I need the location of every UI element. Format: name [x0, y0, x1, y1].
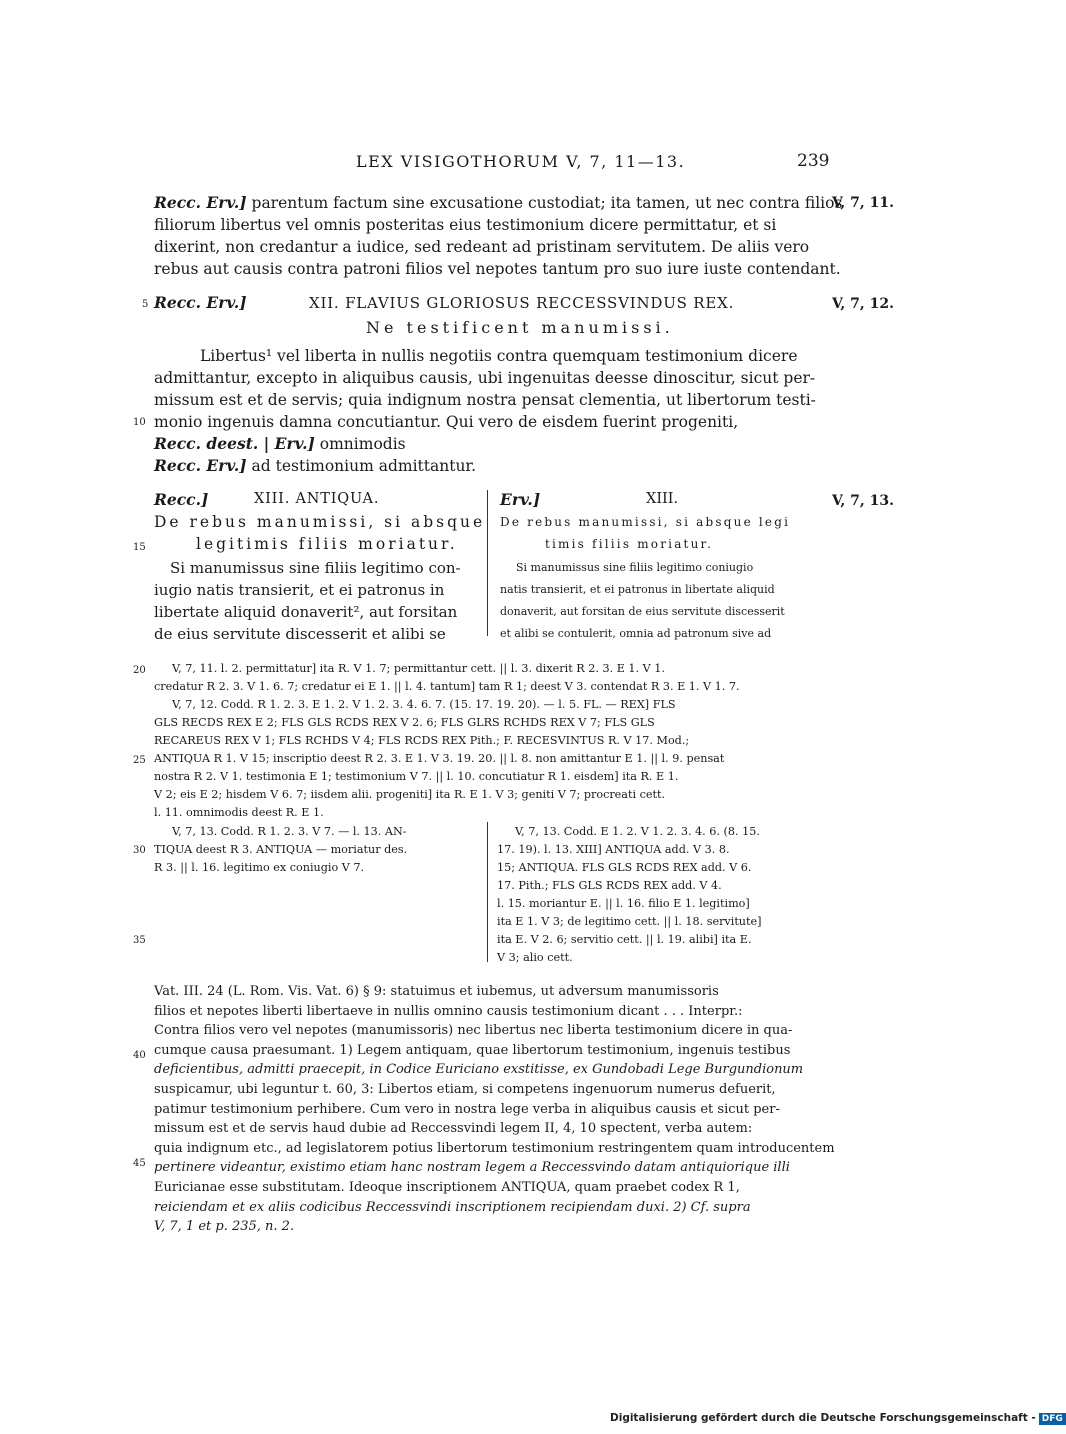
footnote-line: quia indignum etc., ad legislatorem potius libertorum testimonium restringentem quam introducentem: [154, 1140, 835, 1156]
section-13-right-text: [500, 557, 785, 645]
footnote-line: patimur testimonium perhibere. Cum vero in nostra lege verba in aliquibus causis et sicut per-: [154, 1101, 780, 1117]
text-line: libertate aliquid donaverit², aut forsitan: [154, 603, 458, 621]
footnote-line: Vat. III. 24 (L. Rom. Vis. Vat. 6) § 9: statuimus et iubemus, ut adversum manumissoris: [154, 984, 719, 999]
margin-ref-12: V, 7, 12.: [832, 296, 895, 312]
apparatus-line: 15; ANTIQUA. FLS GLS RCDS REX add. V 6.: [497, 861, 752, 874]
running-title: LEX VISIGOTHORUM V, 7, 11—13.: [356, 152, 686, 171]
column-divider: [487, 490, 488, 636]
column-divider: [487, 822, 488, 962]
line-number: 30: [133, 845, 146, 856]
law-heading-12: XII. FLAVIUS GLORIOSUS RECCESSVINDUS REX.: [309, 294, 735, 312]
line-number: 10: [133, 417, 146, 428]
footnote-line: V, 7, 1 et p. 235, n. 2.: [154, 1219, 295, 1235]
apparatus-line: l. 15. moriantur E. || l. 16. filio E 1. legitimo]: [497, 897, 750, 910]
law-subheading-13-right: timis filiis moriatur.: [545, 537, 714, 551]
siglum: Recc. Erv.]: [154, 456, 247, 475]
text-line: Si manumissus sine filiis legitimo con-: [170, 559, 461, 577]
text-line: Libertus¹ vel liberta in nullis negotiis contra quemquam testimonium dicere: [200, 347, 798, 365]
law-heading-13-left: XIII. ANTIQUA.: [254, 491, 380, 507]
law-subheading-13-left: legitimis filiis moriatur.: [196, 535, 458, 553]
text-line: filiorum libertus vel omnis posteritas eius testimonium dicere permittatur, et si: [154, 216, 777, 234]
apparatus-line: nostra R 2. V 1. testimonia E 1; testimonium V 7. || l. 10. concutiatur R 1. eisdem] ita R. E 1.: [154, 770, 679, 783]
apparatus-line: ita E. V 2. 6; servitio cett. || l. 19. alibi] ita E.: [497, 933, 752, 946]
apparatus-line: ita E 1. V 3; de legitimo cett. || l. 18. servitute]: [497, 915, 762, 928]
footnotes: [154, 982, 835, 1237]
margin-ref-11: V, 7, 11.: [832, 195, 895, 211]
line-number: 45: [133, 1158, 146, 1169]
apparatus-line: R 3. || l. 16. legitimo ex coniugio V 7.: [154, 861, 365, 874]
footnote-line: Euricianae esse substitutam. Ideoque inscriptionem ANTIQUA, quam praebet codex R 1,: [154, 1179, 740, 1195]
footnote-line: reiciendam et ex aliis codicibus Reccessvindi inscriptionem recipiendam duxi. 2) Cf. supra: [154, 1199, 751, 1215]
text-line: Si manumissus sine filiis legitimo coniugio: [516, 561, 754, 574]
variant-text: omnimodis: [319, 435, 406, 453]
apparatus-top: [154, 660, 740, 822]
siglum: Recc. Erv.]: [154, 293, 247, 312]
siglum: Recc.]: [154, 490, 209, 509]
page-number: 239: [797, 151, 830, 171]
apparatus-line: V 2; eis E 2; hisdem V 6. 7; iisdem alii. progeniti] ita R. E 1. V 3; geniti V 7; procreati cett.: [154, 788, 666, 801]
line-number: 5: [142, 299, 149, 310]
footnote-line: deficientibus, admitti praecepit, in Codice Euriciano exstitisse, ex Gundobadi Lege Burgundionum: [154, 1062, 804, 1078]
apparatus-right: [497, 823, 762, 967]
line-number: 15: [133, 542, 146, 553]
siglum: Recc. deest. | Erv.]: [154, 434, 315, 453]
apparatus-line: l. 11. omnimodis deest R. E 1.: [154, 806, 324, 819]
apparatus-line: 17. 19). l. 13. XIII] ANTIQUA add. V 3. 8.: [497, 843, 730, 856]
footnote-line: filios et nepotes liberti libertaeve in nullis omnino causis testimonium dicant . . . Interpr.:: [154, 1003, 743, 1019]
siglum: Erv.]: [500, 490, 541, 509]
text-line: monio ingenuis damna concutiantur. Qui vero de eisdem fuerint progeniti,: [154, 413, 739, 431]
footnote-line: suspicamur, ubi leguntur t. 60, 3: Libertos etiam, si competens ingenuorum numerus defuerit,: [154, 1081, 776, 1097]
apparatus-line: V 3; alio cett.: [497, 951, 573, 964]
law-heading-13-right: XIII.: [646, 491, 679, 507]
footnote-line: pertinere videantur, existimo etiam hanc nostram legem a Reccessvindo datam antiquiorique illi: [154, 1160, 790, 1176]
line-number: 25: [133, 755, 146, 766]
section-11-text: [154, 192, 842, 280]
variant-line: [154, 433, 816, 455]
text-line: de eius servitute discesserit et alibi se: [154, 625, 446, 643]
apparatus-left: [154, 823, 407, 877]
credit-text: Digitalisierung gefördert durch die Deutsche Forschungsgemeinschaft -: [610, 1412, 1036, 1424]
variant-text: ad testimonium admittantur.: [251, 457, 477, 475]
text-line: [154, 192, 842, 214]
section-12-text: [154, 345, 816, 477]
apparatus-line: 17. Pith.; FLS GLS RCDS REX add. V 4.: [497, 879, 722, 892]
apparatus-line: RECAREUS REX V 1; FLS RCHDS V 4; FLS RCDS REX Pith.; F. RECESVINTUS R. V 17. Mod.;: [154, 734, 690, 747]
text-line: donaverit, aut forsitan de eius servitute discesserit: [500, 605, 785, 618]
law-subheading-13-left: De rebus manumissi, si absque: [154, 513, 486, 531]
line-number: 40: [133, 1050, 146, 1061]
apparatus-line: TIQUA deest R 3. ANTIQUA — moriatur des.: [154, 843, 408, 856]
text-line: missum est et de servis; quia indignum nostra pensat clementia, ut libertorum testi-: [154, 391, 816, 409]
law-subheading-13-right: De rebus manumissi, si absque legi: [500, 515, 791, 529]
text-line: admittantur, excepto in aliquibus causis, ubi ingenuitas deesse dinoscitur, sicut per-: [154, 369, 816, 387]
text-line: natis transierit, et ei patronus in libertate aliquid: [500, 583, 775, 596]
apparatus-line: V, 7, 11. l. 2. permittatur] ita R. V 1. 7; permittantur cett. || l. 3. dixerit R 2. 3. E 1. V 1.: [172, 662, 665, 675]
law-subheading-12: Ne testificent manumissi.: [366, 318, 674, 337]
footnote-line: missum est et de servis haud dubie ad Reccessvindi legem II, 4, 10 spectent, verba autem:: [154, 1121, 753, 1137]
text-line: dixerint, non credantur a iudice, sed redeant ad pristinam servitutem. De aliis vero: [154, 238, 810, 256]
variant-line: [154, 455, 816, 477]
apparatus-line: V, 7, 13. Codd. R 1. 2. 3. V 7. — l. 13. AN-: [172, 825, 407, 838]
text-line: iugio natis transierit, et ei patronus in: [154, 581, 445, 599]
apparatus-line: V, 7, 13. Codd. E 1. 2. V 1. 2. 3. 4. 6. (8. 15.: [515, 825, 760, 838]
apparatus-line: ANTIQUA R 1. V 15; inscriptio deest R 2. 3. E 1. V 3. 19. 20. || l. 8. non amittantur E 1. || l. 9. pensat: [154, 752, 725, 765]
text-line-content: parentum factum sine excusatione custodiat; ita tamen, ut nec contra filios: [251, 194, 843, 212]
footnote-line: Contra filios vero vel nepotes (manumissoris) nec libertus nec liberta testimonium dicere in qua-: [154, 1023, 793, 1039]
text-line: rebus aut causis contra patroni filios vel nepotes tantum pro suo iure iuste contendant.: [154, 260, 841, 278]
text-line: et alibi se contulerit, omnia ad patronum sive ad: [500, 627, 772, 640]
section-13-left-text: [154, 557, 461, 645]
siglum: Recc. Erv.]: [154, 193, 247, 212]
apparatus-line: V, 7, 12. Codd. R 1. 2. 3. E 1. 2. V 1. 2. 3. 4. 6. 7. (15. 17. 19. 20). — l. 5. FL. — REX] FLS: [172, 698, 676, 711]
dfg-logo: DFG: [1039, 1413, 1066, 1425]
apparatus-line: GLS RECDS REX E 2; FLS GLS RCDS REX V 2. 6; FLS GLRS RCHDS REX V 7; FLS GLS: [154, 716, 655, 729]
digitization-credit: [610, 1412, 1066, 1425]
line-number: 20: [133, 665, 146, 676]
apparatus-line: credatur R 2. 3. V 1. 6. 7; credatur ei E 1. || l. 4. tantum] tam R 1; deest V 3. contendat R 3. E 1. V 1. 7.: [154, 680, 740, 693]
margin-ref-13: V, 7, 13.: [832, 493, 895, 509]
footnote-line: cumque causa praesumant. 1) Legem antiquam, quae libertorum testimonium, ingenuis testibus: [154, 1042, 791, 1058]
line-number: 35: [133, 935, 146, 946]
